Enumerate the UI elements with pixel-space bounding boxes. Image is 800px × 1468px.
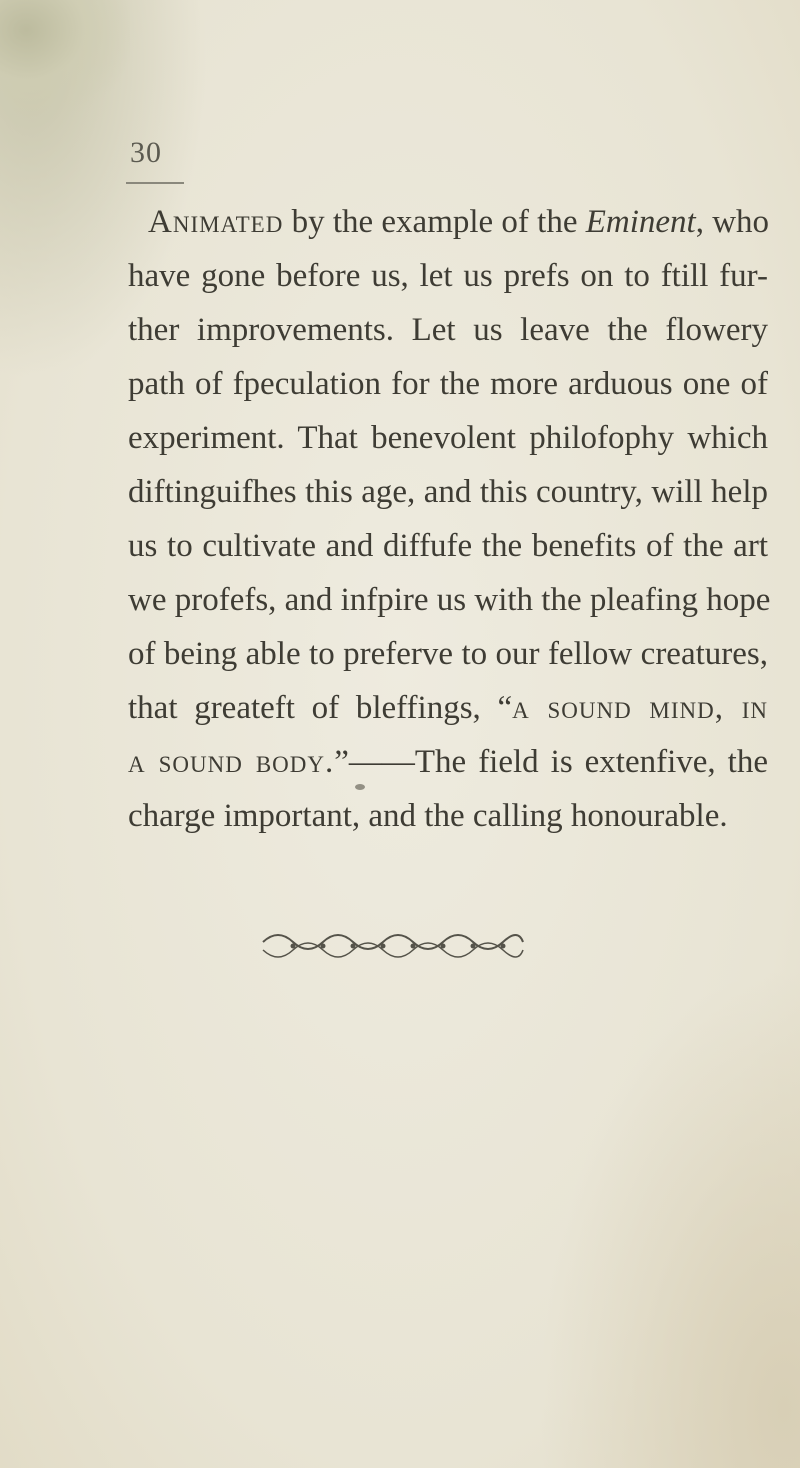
paragraph-line-5: experiment. That benevolent philofophy which [128, 420, 768, 456]
paragraph-line-2: have gone before us, let us prefs on to ftill fur- [128, 258, 768, 294]
paragraph-line-7: us to cultivate and diffufe the benefits of the art [128, 528, 768, 564]
lead-word: Animated [148, 204, 284, 240]
paragraph-line-11 [128, 735, 768, 789]
page-number: 30 [130, 136, 162, 169]
italic-word: Eminent [585, 204, 696, 240]
corner-stain [0, 0, 130, 120]
paragraph-line-8: we profefs, and infpire us with the pleafing hope [128, 582, 771, 618]
line-text: by the example of the [283, 204, 586, 240]
line-text: ”——The field is extenfive, the [334, 744, 768, 780]
ornament-rule-icon [258, 920, 528, 970]
small-caps-text: a sound body. [128, 744, 335, 780]
ink-speck [355, 784, 365, 790]
small-caps-text: a sound mind, in [512, 690, 768, 726]
paragraph-line-9: of being able to preferve to our fellow creatures, [128, 636, 768, 672]
paragraph-line-1 [128, 195, 768, 249]
paragraph-line-6: diftinguifhes this age, and this country, will help [128, 474, 768, 510]
line-text: , who [695, 204, 770, 240]
paragraph-line-12: charge important, and the calling honourable. [128, 798, 728, 834]
paragraph-line-3: ther improvements. Let us leave the flowery [128, 312, 768, 348]
page-number-rule [126, 182, 184, 184]
paragraph [128, 195, 771, 843]
paragraph-line-10 [128, 681, 768, 735]
paragraph-line-4: path of fpeculation for the more arduous one of [128, 366, 768, 402]
line-text: that greateft of bleffings, “ [128, 690, 513, 726]
